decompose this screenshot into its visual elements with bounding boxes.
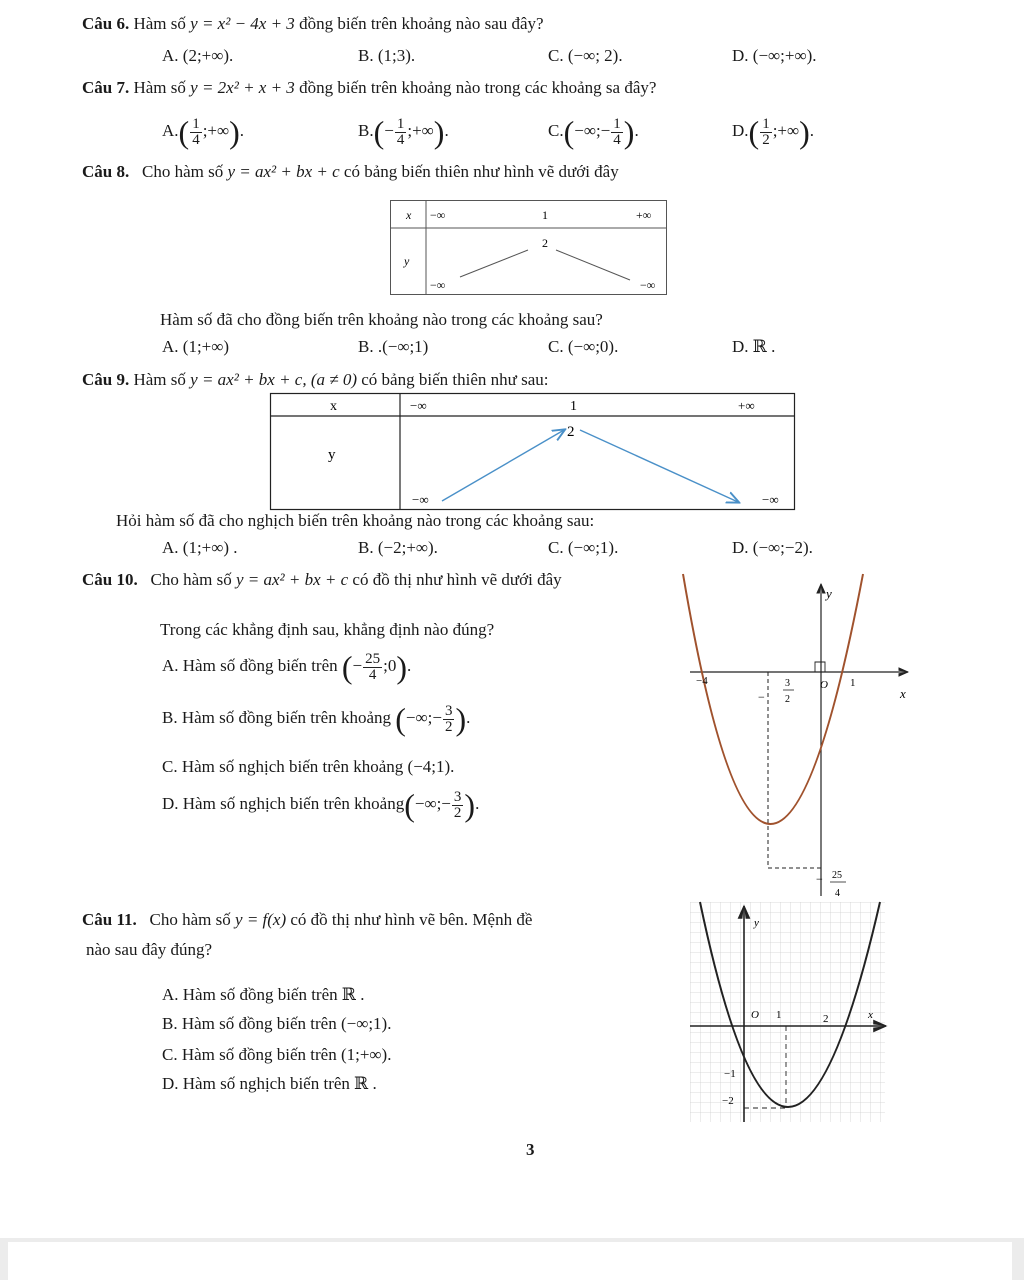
q10-vx-den: 2 [785,694,790,705]
q9-neg-inf: −∞ [410,398,427,413]
q6-option-c[interactable]: C. (−∞; 2). [548,46,623,65]
q10-parabola-graph [660,578,920,908]
q9-y-label: y [328,447,336,463]
q11-option-a[interactable]: A. Hàm số đồng biến trên ℝ . [162,985,365,1004]
q6-stem: Câu 6. Hàm số y = x² − 4x + 3 đồng biến trên khoảng nào sau đây? [82,14,544,33]
q7-option-d[interactable]: D.( $\frac{1}{2}$ ;+∞). [732,114,815,151]
q11-one: 1 [776,1009,782,1021]
q8-option-a[interactable]: A. (1;+∞) [162,337,230,356]
q10-vy-den: 4 [835,888,840,899]
q11-graph [690,902,890,1124]
q9-option-c[interactable]: C. (−∞;1). [548,538,619,557]
q9-option-a[interactable]: A. (1;+∞) . [162,538,238,557]
q10-option-b[interactable]: B. Hàm số đồng biến trên khoảng (−∞;− $\frac{3}{2}$ ). [162,701,471,738]
q8-question: Hàm số đã cho đồng biến trên khoảng nào trong các khoảng sau? [160,310,603,329]
q9-y-left: −∞ [412,492,429,507]
q11-minus-two: −2 [722,1095,734,1107]
q10-option-d[interactable]: D. Hàm số nghịch biến trên khoảng(−∞;− $\frac{3}{2}$ ). [162,787,480,824]
q11-stem-line2: nào sau đây đúng? [86,940,213,959]
q10-vy-num: 25 [832,870,842,881]
q11-x-label: x [868,1009,873,1021]
q10-origin: O [820,679,828,691]
q11-y-label: y [754,917,759,929]
q10-minus-four: −4 [696,675,708,687]
q6-option-a[interactable]: A. (2;+∞). [162,46,234,65]
q10-parabola [683,574,863,824]
q8-y-left: −∞ [430,278,446,292]
q11-origin: O [751,1009,759,1021]
q11-option-c[interactable]: C. Hàm số đồng biến trên (1;+∞). [162,1045,392,1064]
q9-pos-inf: +∞ [738,398,755,413]
q8-one: 1 [542,208,548,222]
q9-stem: Câu 9. Hàm số y = ax² + bx + c, (a ≠ 0) có bảng biến thiên như sau: [82,370,549,389]
q9-variation-table [270,393,796,511]
q11-two: 2 [823,1013,829,1025]
q11-minus-one: −1 [724,1068,736,1080]
q9-option-b[interactable]: B. (−2;+∞). [358,538,438,557]
q8-x-label: x [406,208,412,222]
q8-y-label: y [404,254,410,268]
q7-option-b[interactable]: B.(− $\frac{1}{4}$ ;+∞). [358,114,449,151]
q10-option-a[interactable]: A. Hàm số đồng biến trên (− $\frac{25}{4}$ ;0). [162,649,412,686]
q11-option-b[interactable]: B. Hàm số đồng biến trên (−∞;1). [162,1014,392,1033]
page-number: 3 [526,1140,535,1159]
q7-option-a[interactable]: A.( $\frac{1}{4}$ ;+∞). [162,114,245,151]
q10-vy-minus: − [816,872,823,886]
q10-vx-minus: − [758,690,765,704]
q8-peak: 2 [542,236,548,250]
q8-neg-inf: −∞ [430,208,446,222]
bottom-scroll-area [0,1238,1024,1280]
q10-question: Trong các khẳng định sau, khẳng định nào đúng? [160,620,495,639]
q9-y-right: −∞ [762,492,779,507]
q10-option-c[interactable]: C. Hàm số nghịch biến trên khoảng (−4;1). [162,757,455,776]
q10-one: 1 [850,677,856,689]
q10-vx-num: 3 [785,678,790,689]
q8-option-b[interactable]: B. .(−∞;1) [358,337,429,356]
q10-stem: Câu 10. Cho hàm số y = ax² + bx + c có đồ thị như hình vẽ dưới đây [82,570,562,589]
q9-question: Hỏi hàm số đã cho nghịch biến trên khoảng nào trong các khoảng sau: [116,511,595,530]
q8-stem: Câu 8. Cho hàm số y = ax² + bx + c có bảng biến thiên như hình vẽ dưới đây [82,162,619,181]
q9-peak: 2 [567,424,575,440]
q6-option-d[interactable]: D. (−∞;+∞). [732,46,817,65]
q8-y-right: −∞ [640,278,656,292]
q9-x-label: x [330,399,337,414]
q8-pos-inf: +∞ [636,208,652,222]
q6-option-b[interactable]: B. (1;3). [358,46,416,65]
q7-stem: Câu 7. Hàm số y = 2x² + x + 3 đồng biến trên khoảng nào trong các khoảng sa đây? [82,78,657,97]
q9-one: 1 [570,399,577,414]
q9-option-d[interactable]: D. (−∞;−2). [732,538,813,557]
q10-x-label: x [900,686,906,701]
q8-variation-table [390,200,668,296]
q11-option-d[interactable]: D. Hàm số nghịch biến trên ℝ . [162,1074,377,1093]
q10-y-label: y [826,586,832,601]
q7-option-c[interactable]: C.(−∞;− $\frac{1}{4}$ ). [548,114,639,151]
q8-option-c[interactable]: C. (−∞;0). [548,337,619,356]
q11-grid [690,902,885,1122]
q11-stem: Câu 11. Cho hàm số y = f(x) có đồ thị như hình vẽ bên. Mệnh đề [82,910,533,929]
q8-option-d[interactable]: D. ℝ . [732,337,776,356]
